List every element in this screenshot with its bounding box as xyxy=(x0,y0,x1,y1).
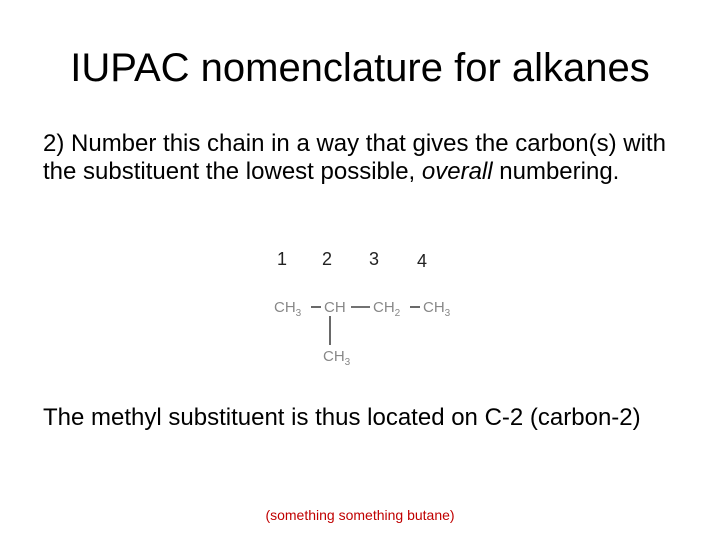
group-c3-main: CH xyxy=(373,299,395,316)
instruction-text: 2) Number this chain in a way that gives the carbon(s) with the substituent the lowest possible, xyxy=(43,130,666,185)
group-branch-main: CH xyxy=(323,348,345,365)
group-c1-subscript: 3 xyxy=(295,308,302,319)
carbon-number-3: 3 xyxy=(369,249,380,269)
group-branch-methyl xyxy=(323,348,351,368)
group-c4-subscript: 3 xyxy=(444,308,451,319)
group-c3 xyxy=(373,299,401,319)
carbon-number-1: 1 xyxy=(277,249,288,269)
carbon-number-4: 4 xyxy=(417,251,428,271)
group-c1-main: CH xyxy=(274,299,296,316)
instruction-paragraph xyxy=(43,130,683,186)
slide-title: IUPAC nomenclature for alkanes xyxy=(70,46,650,90)
instruction-emphasis: overall xyxy=(421,158,493,185)
group-c4-main: CH xyxy=(423,299,445,316)
structure-svg xyxy=(262,240,472,370)
footnote: (something something butane) xyxy=(265,507,455,523)
group-c2: CH xyxy=(324,299,346,316)
group-c3-subscript: 2 xyxy=(394,308,401,319)
butane-structure-diagram xyxy=(262,240,472,370)
group-c1 xyxy=(274,299,302,319)
conclusion-paragraph: The methyl substituent is thus located on C-2 (carbon-2) xyxy=(43,404,641,431)
group-c4 xyxy=(423,299,451,319)
instruction-suffix: numbering. xyxy=(492,158,620,185)
carbon-number-2: 2 xyxy=(322,249,333,269)
group-branch-subscript: 3 xyxy=(344,357,351,368)
